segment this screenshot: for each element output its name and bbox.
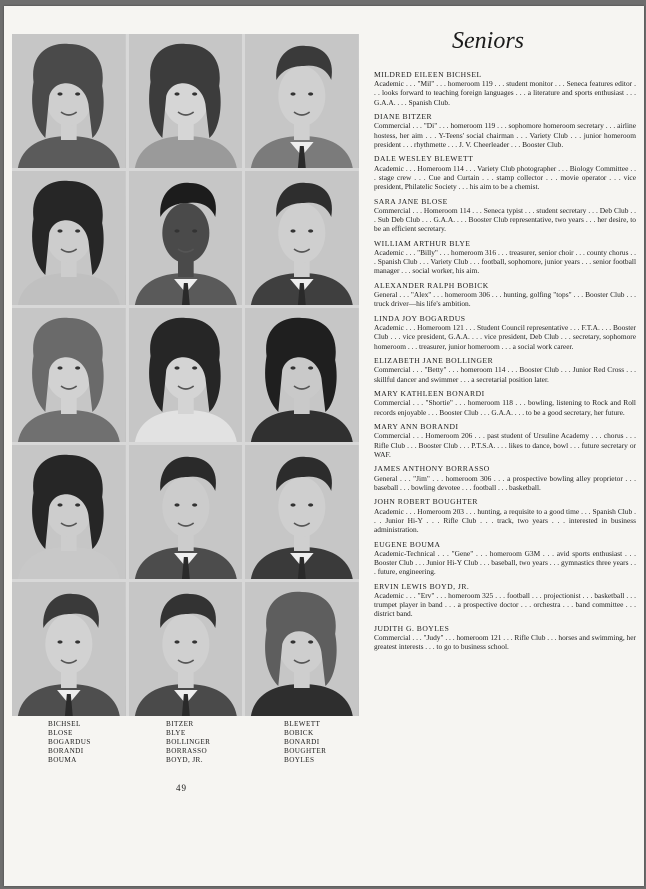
senior-entry	[374, 624, 636, 652]
portrait-silhouette	[245, 34, 359, 168]
student-portrait	[245, 582, 359, 716]
portrait-silhouette	[12, 308, 126, 442]
senior-name: ELIZABETH JANE BOLLINGER	[374, 356, 494, 366]
senior-entry	[374, 540, 636, 577]
senior-description: Commercial . . . "Betty" . . . homeroom 114 . . . Booster Club . . . Junior Red Cross . . . skillful dancer and swimmer . . . a secretarial position later.	[374, 365, 636, 384]
portrait-silhouette	[129, 582, 243, 716]
student-portrait	[245, 34, 359, 168]
senior-description: Academic . . . Homeroom 121 . . . Student Council representative . . . F.T.A. . . . Booster Club . . . vice president, G.A.A. . . . vice president, Deb Club . . . secretary, sophomore homeroom . . . treasurer, junior homeroom . . . a social work career.	[374, 323, 636, 351]
portrait-silhouette	[129, 171, 243, 305]
student-portrait	[12, 582, 126, 716]
student-portrait	[245, 445, 359, 579]
portrait-silhouette	[129, 308, 243, 442]
portrait-silhouette	[245, 582, 359, 716]
senior-entry	[374, 497, 636, 534]
portrait-silhouette	[12, 34, 126, 168]
portrait-name: BOBICK	[284, 728, 314, 737]
portrait-name-columns	[48, 720, 348, 765]
senior-description: Commercial . . . "Di" . . . homeroom 119 . . . sophomore homeroom secretary . . . airline hostess, her aim . . . Y-Teens' social chairman . . . Variety Club . . . junior homeroom president . . . rhythmette . . . J. V. Cheerleader . . . Booster Club.	[374, 121, 636, 149]
portrait-name: BLOSE	[48, 728, 73, 737]
senior-entry	[374, 112, 636, 149]
senior-entry	[374, 582, 636, 619]
senior-description: Commercial . . . Homeroom 114 . . . Seneca typist . . . student secretary . . . Deb Club . . . Sub Deb Club . . . G.A.A. . . . Booster Club representative, two years . . . her desire, to be an efficient secretary.	[374, 205, 636, 234]
senior-name: JAMES ANTHONY BORRASSO	[374, 464, 490, 474]
portrait-name: BORRASSO	[166, 746, 208, 755]
portrait-silhouette	[12, 582, 126, 716]
senior-description: Commercial . . . "Judy" . . . homeroom 121 . . . Rifle Club . . . horses and swimming, her greatest interests . . . to go to business school.	[374, 633, 636, 652]
student-portrait	[129, 445, 243, 579]
senior-name: DALE WESLEY BLEWETT	[374, 154, 474, 164]
senior-entry	[374, 464, 636, 492]
senior-description: Academic . . . Homeroom 114 . . . Variety Club photographer . . . Biology Committee . . . stage crew . . . Cue and Curtain . . . stamp collector . . . movie operator . . . vice president, Philatelic Society . . . his aim to be a chemist.	[374, 163, 636, 192]
portrait-silhouette	[12, 171, 126, 305]
student-portrait	[129, 34, 243, 168]
senior-description: Commercial . . . Homeroom 206 . . . past student of Ursuline Academy . . . chorus . . . Rifle Club . . . Booster Club . . . P.T.S.A. . . . likes to dance, bowl . . . future secretary or WAF.	[374, 431, 636, 459]
senior-name: JUDITH G. BOYLES	[374, 624, 450, 634]
senior-name: ERVIN LEWIS BOYD, JR.	[374, 581, 470, 591]
student-portrait	[12, 34, 126, 168]
student-portrait	[129, 308, 243, 442]
senior-description: Academic-Technical . . . "Gene" . . . homeroom G3M . . . avid sports enthusiast . . . Booster Club . . . Junior Hi-Y Club . . . baseball, two years . . . gymnastics three years . . . future, engineering.	[374, 548, 636, 577]
senior-description: Academic . . . Homeroom 203 . . . hunting, a requisite to a good time . . . Spanish Club . . . Junior Hi-Y . . . Rifle Club . . . track, two years . . . interested in business administration.	[374, 506, 636, 535]
page-title: Seniors	[452, 28, 524, 54]
senior-name: SARA JANE BLOSE	[374, 196, 448, 206]
student-portrait	[245, 308, 359, 442]
senior-description: General . . . "Alex" . . . homeroom 306 . . . hunting, golfing "tops" . . . Booster Club . . . truck driver—his life's ambition.	[374, 290, 636, 309]
student-portrait	[129, 171, 243, 305]
student-portrait	[12, 171, 126, 305]
senior-description: Academic . . . "Erv" . . . homeroom 325 . . . football . . . projectionist . . . basketball . . . trumpet player in band . . . a prospective doctor . . . orchestra . . . band committee . . . district band.	[374, 591, 636, 619]
portrait-silhouette	[245, 308, 359, 442]
portrait-silhouette	[129, 34, 243, 168]
senior-entry	[374, 356, 636, 384]
student-portrait	[12, 445, 126, 579]
portrait-silhouette	[245, 445, 359, 579]
portrait-name: BOLLINGER	[166, 737, 211, 746]
student-portrait	[12, 308, 126, 442]
portrait-silhouette	[12, 445, 126, 579]
senior-entry	[374, 154, 636, 191]
student-portrait	[245, 171, 359, 305]
senior-entry	[374, 197, 636, 234]
student-portrait	[129, 582, 243, 716]
senior-entry	[374, 314, 636, 351]
senior-entry	[374, 239, 636, 276]
portrait-grid	[12, 34, 359, 716]
name-column	[48, 720, 166, 765]
portrait-silhouette	[245, 171, 359, 305]
senior-name: MARY KATHLEEN BONARDI	[374, 389, 485, 399]
portrait-name: BLEWETT	[284, 720, 321, 728]
page-number: 49	[176, 783, 187, 793]
senior-description: Commercial . . . "Shortie" . . . homeroom 118 . . . bowling, listening to Rock and Roll records enjoyable . . . Booster Club . . . G.A.A. . . . to be a good secretary, her future.	[374, 398, 636, 417]
senior-name: EUGENE BOUMA	[374, 539, 441, 549]
yearbook-page	[4, 6, 644, 886]
portrait-name: BONARDI	[284, 737, 320, 746]
portrait-name: BOYD, JR.	[166, 755, 203, 764]
senior-name: MILDRED EILEEN BICHSEL	[374, 70, 482, 79]
senior-name: MARY ANN BORANDI	[374, 422, 459, 432]
senior-description: Academic . . . "Mil" . . . homeroom 119 . . . student monitor . . . Seneca features editor . . . looks forward to teaching foreign languages . . . a literature and sports enthusiast . . . G.A.A. . . . Spanish Club.	[374, 79, 636, 107]
portrait-name: BOGARDUS	[48, 737, 91, 746]
senior-entry	[374, 422, 636, 459]
senior-description: Academic . . . "Billy" . . . homeroom 316 . . . treasurer, senior choir . . . county chorus . . . Spanish Club . . . Variety Club . . . football, sophomore, junior years . . . senior football manager . . . social worker, his aim.	[374, 248, 636, 276]
senior-name: ALEXANDER RALPH BOBICK	[374, 281, 489, 291]
portrait-name: BITZER	[166, 720, 194, 728]
portrait-name: BICHSEL	[48, 720, 81, 728]
portrait-name: BOUGHTER	[284, 746, 327, 755]
senior-name: WILLIAM ARTHUR BLYE	[374, 238, 471, 248]
senior-entry	[374, 389, 636, 417]
portrait-name: BLYE	[166, 728, 186, 737]
senior-entry	[374, 70, 636, 107]
name-column	[284, 720, 384, 765]
portrait-name: BOUMA	[48, 755, 77, 764]
name-column	[166, 720, 284, 765]
senior-entry	[374, 281, 636, 309]
portrait-name: BOYLES	[284, 755, 315, 764]
portrait-name: BORANDI	[48, 746, 84, 755]
portrait-silhouette	[129, 445, 243, 579]
senior-name: LINDA JOY BOGARDUS	[374, 314, 466, 324]
senior-description: General . . . "Jim" . . . homeroom 306 . . . a prospective bowling alley proprietor . . . baseball . . . bowling devotee . . . football . . . basketball.	[374, 473, 636, 492]
senior-name: JOHN ROBERT BOUGHTER	[374, 497, 478, 507]
senior-name: DIANE BITZER	[374, 112, 433, 122]
senior-entries-list	[374, 70, 636, 657]
